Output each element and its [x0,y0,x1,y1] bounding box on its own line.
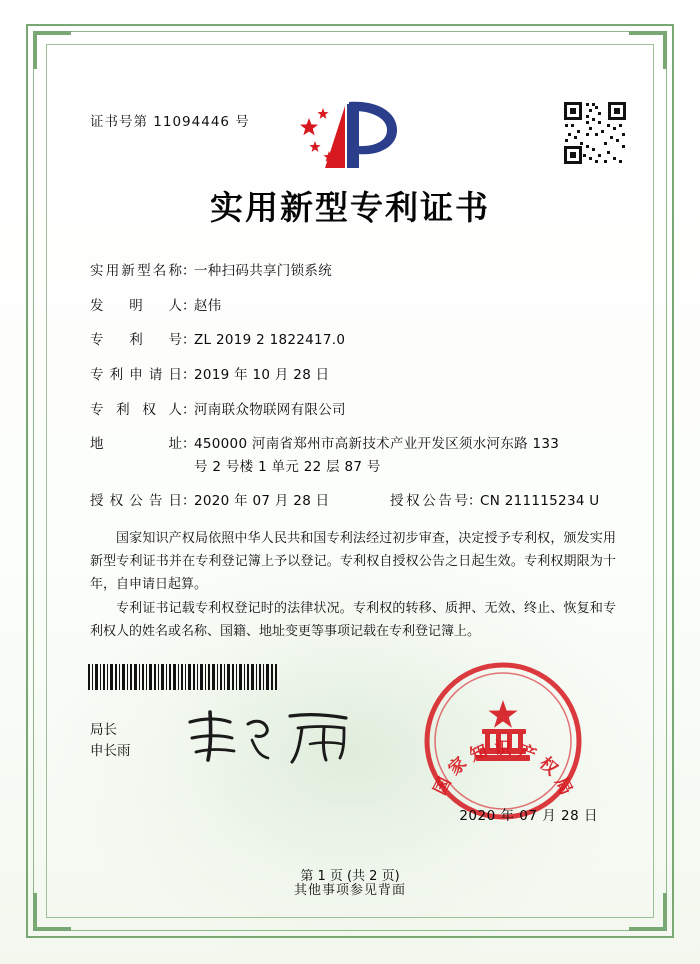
legal-text [60,528,640,644]
address-line-1: 450000 河南省郑州市高新技术产业开发区须水河东路 133 [194,436,560,453]
field-colon: ： [182,367,196,384]
footer-note: 其他事项参见背面 [293,883,406,898]
field-colon: ： [182,297,196,314]
field-colon: ： [182,263,196,279]
address-line-2: 号 2 号楼 1 单元 22 层 87 号 [194,458,381,475]
svg-text:国 家 知 识 产 权 局 [430,739,576,798]
field-colon: ： [468,493,482,510]
field-label: 专利号 [90,332,182,349]
field-label: 实用新型名称 [90,263,182,279]
signature-image [178,706,368,768]
seal-date: 2020 年 07 月 28 日 [459,808,598,824]
field-value-announcement-number: CN 211115234 U [480,493,600,510]
field-row-announcement [90,493,630,509]
patent-office-logo-icon [285,96,415,174]
field-row-address [90,436,630,474]
field-list [60,263,640,510]
field-colon: ： [182,401,196,418]
announcement-date-group [90,493,390,509]
field-row-patent-number [90,332,630,348]
field-label: 专利申请日 [90,367,182,384]
director-name: 申长雨 [90,742,131,759]
page-number: 第 1 页 (共 2 页) [300,869,400,884]
field-label: 地址 [90,436,182,453]
field-value-application-date: 2019 年 10 月 28 日 [194,367,330,384]
header-row [60,58,640,168]
field-label: 专利权人 [90,401,182,418]
certificate-number: 证书号第 11094446 号 [90,114,250,130]
field-label: 授权公告日 [90,493,182,510]
director-label: 局长 [90,722,117,738]
field-label: 发明人 [90,297,182,314]
field-value-patent-number: ZL 2019 2 1822417.0 [194,332,346,349]
field-row-name [90,263,630,279]
field-value-patentee: 河南联众物联网有限公司 [194,401,346,418]
field-colon: ： [182,436,196,453]
qr-code-icon [562,100,628,166]
footer-area [60,646,640,906]
field-colon: ： [182,332,196,349]
barcode-icon [88,664,278,690]
field-row-inventor [90,298,630,314]
field-value-announcement-date: 2020 年 07 月 28 日 [194,493,330,510]
field-value-inventor: 赵伟 [194,297,222,314]
field-value-invention-name: 一种扫码共享门锁系统 [194,263,332,279]
field-value-address [194,436,630,474]
certificate-content [60,58,640,906]
legal-paragraph-2: 专利证书记载专利权登记时的法律状况。专利权的转移、质押、无效、终止、恢复和专利权人的姓名或名称、国籍、地址变更等事项记载在专利登记簿上。 [90,601,616,639]
official-seal-icon [418,656,588,826]
seal-text: 国 家 知 识 产 权 局 [430,738,576,799]
field-row-patentee [90,402,630,418]
announcement-number-group [390,493,630,509]
field-row-application-date [90,367,630,383]
field-colon: ： [182,493,196,510]
legal-paragraph-1: 国家知识产权局依照中华人民共和国专利法经过初步审查，决定授予专利权，颁发实用新型专利证书并在专利登记簿上予以登记。专利权自授权公告之日起生效。专利权期限为十年，自申请日起算。 [90,531,616,592]
field-label: 授权公告号 [390,493,468,510]
director-block [90,720,131,762]
page-title: 实用新型专利证书 [210,188,490,227]
